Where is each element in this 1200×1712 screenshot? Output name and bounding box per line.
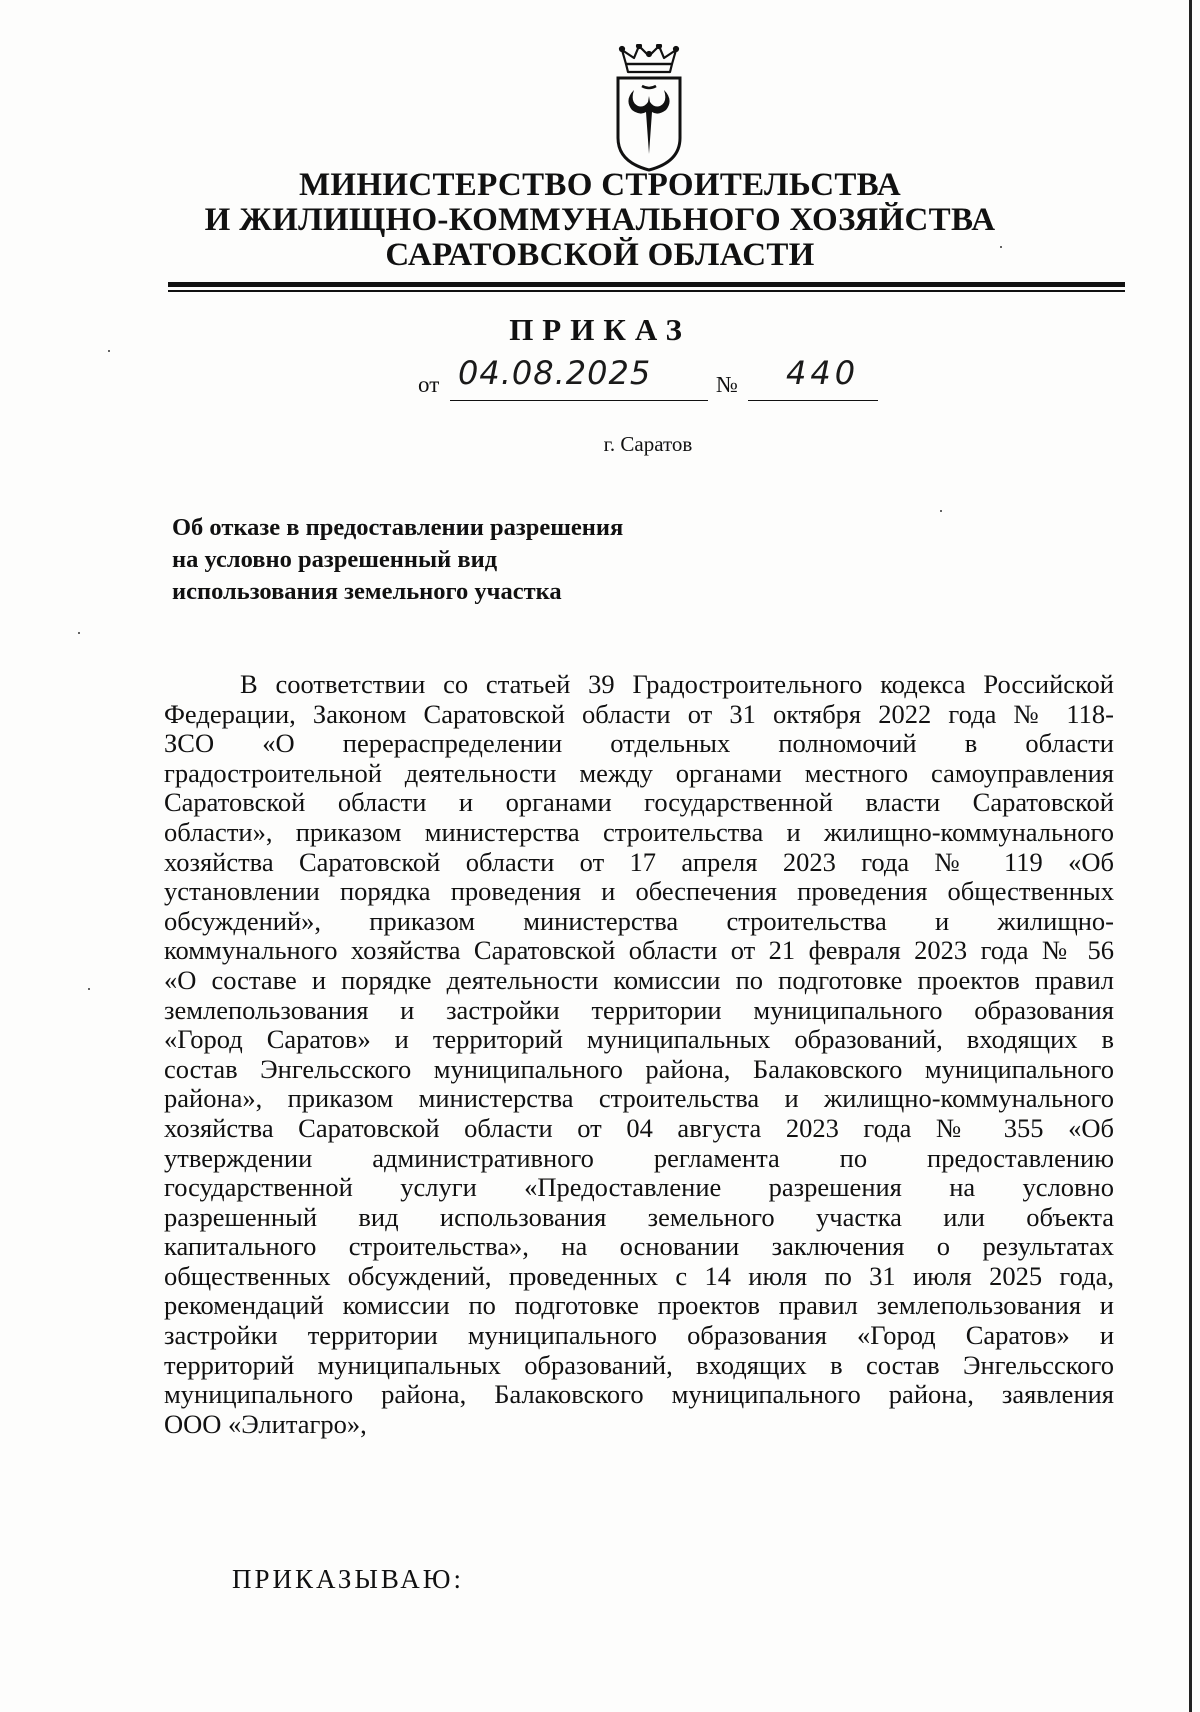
body-line: состав Энгельсского муниципального района, Балаковского муниципального	[164, 1053, 1114, 1084]
body-line: общественных обсуждений, проведенных с 14 июля по 31 июля 2025 года,	[164, 1260, 1114, 1291]
ministry-header-line: САРАТОВСКОЙ ОБЛАСТИ	[385, 237, 815, 273]
body-line: обсуждений», приказом министерства строительства и жилищно-	[164, 905, 1114, 936]
order-directive: ПРИКАЗЫВАЮ:	[232, 1564, 464, 1594]
handwritten-date: 04.08.2025	[458, 354, 652, 392]
ministry-header-line: МИНИСТЕРСТВО СТРОИТЕЛЬСТВА	[298, 167, 902, 203]
body-line: рекомендаций комиссии по подготовке проектов правил землепользования и	[164, 1290, 1114, 1321]
number-field	[748, 354, 878, 401]
city-line: г. Саратов	[603, 432, 693, 456]
body-line: государственной услуги «Предоставление разрешения на условно	[164, 1172, 1114, 1203]
order-subject	[172, 512, 623, 608]
body-line: градостроительной деятельности между органами местного самоуправления	[164, 757, 1114, 788]
subject-line: Об отказе в предоставлении разрешения	[172, 514, 624, 541]
scan-speck	[88, 988, 90, 990]
body-line: ООО «Элитагро»,	[164, 1408, 367, 1439]
body-line: Федерации, Законом Саратовской области от 31 октября 2022 года № 118-	[164, 698, 1114, 729]
handwritten-number: 440	[786, 354, 860, 392]
body-line: установлении порядка проведения и обеспечения проведения общественных	[164, 876, 1114, 907]
body-line: разрешенный вид использования земельного участка или объекта	[164, 1201, 1114, 1232]
subject-line: на условно разрешенный вид	[172, 546, 498, 573]
scan-speck	[1000, 246, 1002, 248]
body-line: коммунального хозяйства Саратовской области от 21 февраля 2023 года № 56	[164, 935, 1114, 966]
body-line: территорий муниципальных образований, входящих в состав Энгельсского	[164, 1349, 1114, 1380]
body-line: хозяйства Саратовской области от 17 апреля 2023 года № 119 «Об	[164, 846, 1114, 877]
body-line: капитального строительства», на основании заключения о результатах	[164, 1231, 1114, 1262]
scan-speck	[940, 510, 942, 512]
body-line: ЗСО «О перераспределении отдельных полномочий в области	[164, 728, 1114, 759]
body-line: Саратовской области и органами государственной власти Саратовской	[164, 787, 1114, 818]
ministry-header-line: И ЖИЛИЩНО-КОММУНАЛЬНОГО ХОЗЯЙСТВА	[204, 202, 996, 238]
body-line: землепользования и застройки территории муниципального образования	[164, 994, 1114, 1025]
body-line: утверждении административного регламента по предоставлению	[164, 1142, 1114, 1173]
document-type-title: ПРИКАЗ	[509, 312, 691, 347]
scan-speck	[108, 350, 110, 352]
body-line: «Город Саратов» и территорий муниципальных образований, входящих в	[164, 1024, 1114, 1055]
date-field	[450, 354, 708, 401]
body-line: застройки территории муниципального образования «Город Саратов» и	[164, 1320, 1114, 1351]
ministry-header	[0, 168, 1200, 273]
body-paragraph	[164, 670, 1114, 1439]
body-line: хозяйства Саратовской области от 04 августа 2023 года № 355 «Об	[164, 1112, 1114, 1143]
date-number-line	[0, 354, 1200, 404]
saratov-coat-of-arms-icon	[612, 44, 686, 172]
body-line: муниципального района, Балаковского муниципального района, заявления	[164, 1379, 1114, 1410]
header-divider-thin	[168, 290, 1125, 292]
number-label: №	[716, 372, 738, 397]
header-divider-thick	[168, 282, 1125, 287]
body-line: В соответствии со статьей 39 Градостроительного кодекса Российской	[240, 669, 1114, 699]
body-line: «О составе и порядке деятельности комиссии по подготовке проектов правил	[164, 964, 1114, 995]
date-prefix: от	[418, 372, 440, 397]
subject-line: использования земельного участка	[172, 578, 562, 605]
body-line: района», приказом министерства строительства и жилищно-коммунального	[164, 1083, 1114, 1114]
scan-speck	[78, 632, 80, 634]
body-line: области», приказом министерства строительства и жилищно-коммунального	[164, 816, 1114, 847]
